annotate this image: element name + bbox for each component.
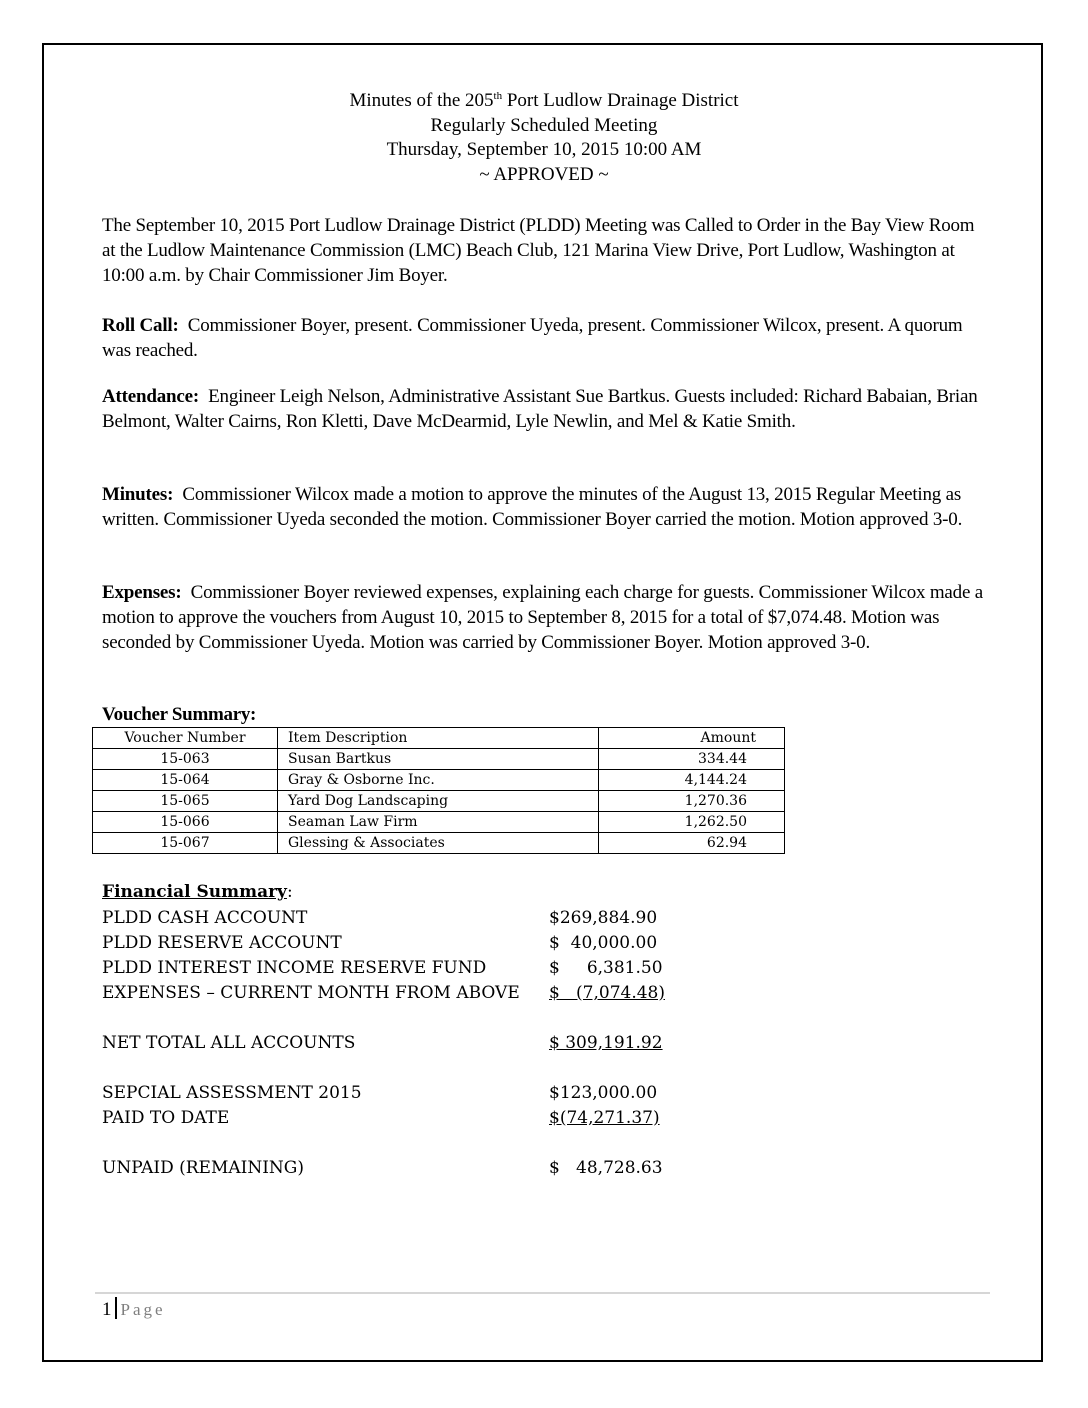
financial-value: $ 40,000.00 — [549, 933, 658, 953]
voucher-table-header — [93, 728, 785, 749]
financial-value: $ 309,191.92 — [549, 1033, 663, 1053]
column-voucher-number: Voucher Number — [93, 728, 278, 749]
financial-label: SEPCIAL ASSESSMENT 2015 — [102, 1083, 362, 1103]
expenses-text: Commissioner Boyer reviewed expenses, explaining each charge for guests. Commissioner Wilcox made a motion to approve the vouchers from August 10, 2015 to September 8, 2015 for a total of $7,074.48. Motion was seconded by Commissioner Uyeda. Motion was carried by Commissioner Boyer. Motion approved 3-0. — [102, 582, 983, 653]
attendance-section — [102, 384, 992, 434]
financial-label: PLDD INTEREST INCOME RESERVE FUND — [102, 958, 487, 978]
voucher-summary-heading: Voucher Summary: — [102, 704, 257, 725]
financial-value: $ (7,074.48) — [549, 983, 665, 1003]
financial-label: PAID TO DATE — [102, 1108, 230, 1128]
financial-value: $(74,271.37) — [549, 1108, 660, 1128]
financial-row-cash-account — [102, 908, 702, 932]
voucher-number: 15-065 — [93, 791, 278, 812]
voucher-number: 15-064 — [93, 770, 278, 791]
page-footer — [102, 1297, 166, 1321]
voucher-number: 15-066 — [93, 812, 278, 833]
table-row — [93, 833, 785, 854]
column-item-description: Item Description — [278, 728, 599, 749]
voucher-number: 15-067 — [93, 833, 278, 854]
minutes-section — [102, 482, 992, 532]
financial-label: NET TOTAL ALL ACCOUNTS — [102, 1033, 356, 1053]
attendance-text: Engineer Leigh Nelson, Administrative Assistant Sue Bartkus. Guests included: Richard Babaian, Brian Belmont, Walter Cairns, Ron Kletti, Dave McDearmid, Lyle Newlin, and Mel & Katie Smith. — [102, 386, 978, 432]
financial-label: PLDD CASH ACCOUNT — [102, 908, 308, 928]
table-row — [93, 770, 785, 791]
footer-separator — [115, 1297, 117, 1319]
financial-row-reserve-account — [102, 933, 702, 957]
amount: 62.94 — [599, 833, 785, 854]
title-line-2: Regularly Scheduled Meeting — [430, 114, 658, 136]
minutes-text: Commissioner Wilcox made a motion to approve the minutes of the August 13, 2015 Regular Meeting as written. Commissioner Uyeda seconded the motion. Commissioner Boyer carried the motion. Motion approved 3-0. — [102, 484, 963, 530]
roll-call-label: Roll Call: — [102, 315, 179, 336]
voucher-table — [92, 727, 785, 854]
amount: 1,270.36 — [599, 791, 785, 812]
column-amount: Amount — [599, 728, 785, 749]
minutes-label: Minutes: — [102, 484, 174, 505]
attendance-label: Attendance: — [102, 386, 200, 407]
financial-value: $269,884.90 — [549, 908, 658, 928]
financial-label: PLDD RESERVE ACCOUNT — [102, 933, 342, 953]
financial-value: $ 48,728.63 — [549, 1158, 663, 1178]
page-number: 1 — [102, 1299, 112, 1320]
item-description: Glessing & Associates — [278, 833, 599, 854]
item-description: Seaman Law Firm — [278, 812, 599, 833]
financial-row-unpaid — [102, 1158, 702, 1182]
financial-row-net-total — [102, 1033, 702, 1057]
financial-row-paid-to-date — [102, 1108, 702, 1132]
financial-label: EXPENSES – CURRENT MONTH FROM ABOVE — [102, 983, 520, 1003]
financial-value: $ 6,381.50 — [549, 958, 663, 978]
expenses-section — [102, 580, 992, 655]
table-row — [93, 749, 785, 770]
amount: 4,144.24 — [599, 770, 785, 791]
financial-row-special-assessment — [102, 1083, 702, 1107]
voucher-number: 15-063 — [93, 749, 278, 770]
roll-call-section — [102, 313, 992, 363]
item-description: Gray & Osborne Inc. — [278, 770, 599, 791]
title-line-3: Thursday, September 10, 2015 10:00 AM — [386, 139, 702, 160]
footer-divider — [95, 1292, 990, 1294]
amount: 1,262.50 — [599, 812, 785, 833]
approval-status: ~ APPROVED ~ — [479, 163, 609, 185]
financial-value: $123,000.00 — [549, 1083, 658, 1103]
financial-row-expenses — [102, 983, 702, 1007]
financial-label: UNPAID (REMAINING) — [102, 1158, 305, 1178]
page-label: Page — [120, 1300, 166, 1319]
table-row — [93, 791, 785, 812]
intro-paragraph: The September 10, 2015 Port Ludlow Drainage District (PLDD) Meeting was Called to Order in the Bay View Room at the Ludlow Maintenance Commission (LMC) Beach Club, 121 Marina View Drive, Port Ludlow, Washington at 10:00 a.m. by Chair Commissioner Jim Boyer. — [102, 215, 975, 286]
item-description: Susan Bartkus — [278, 749, 599, 770]
document-title — [0, 89, 1088, 187]
title-line-1: Minutes of the 205th Port Ludlow Drainage District — [349, 90, 739, 111]
amount: 334.44 — [599, 749, 785, 770]
table-row — [93, 812, 785, 833]
financial-row-interest-income — [102, 958, 702, 982]
financial-summary-heading: Financial Summary: — [102, 882, 293, 902]
item-description: Yard Dog Landscaping — [278, 791, 599, 812]
roll-call-text: Commissioner Boyer, present. Commissioner Uyeda, present. Commissioner Wilcox, present. A quorum was reached. — [102, 315, 963, 361]
expenses-label: Expenses: — [102, 582, 182, 603]
